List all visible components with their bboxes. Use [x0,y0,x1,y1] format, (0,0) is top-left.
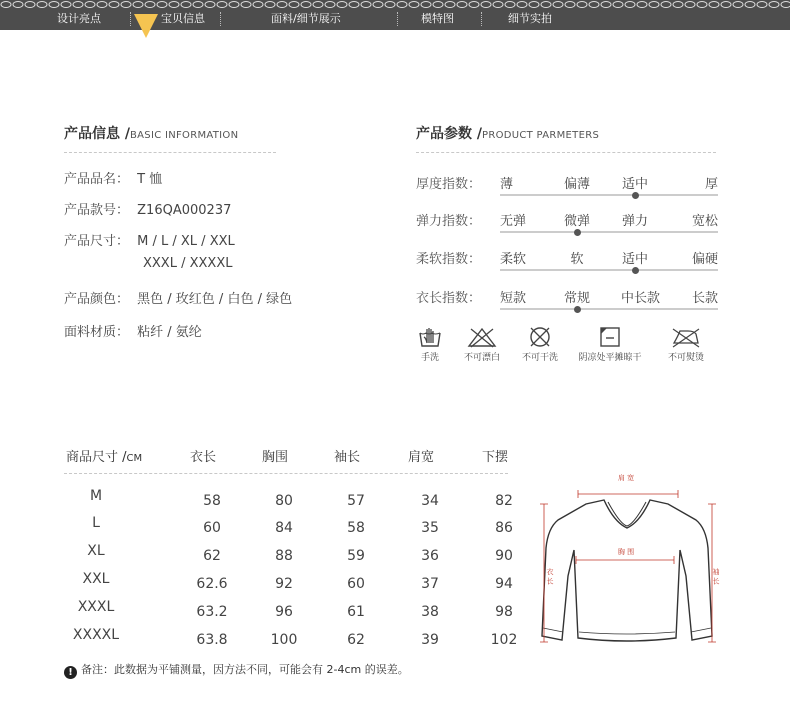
care-flat-dry-shade [570,326,650,363]
parameter-option: 常规 [563,291,590,306]
size-column-header: 袖长 [334,450,361,465]
nav-separator [220,12,221,26]
info-row-sku [64,199,231,218]
info-value: 黑色 / 玫红色 / 白色 / 绿色 [137,292,293,307]
care-no-bleach [452,326,512,363]
size-label: XXL [82,571,110,587]
info-value-sizes-line2: XXXL / XXXXL [143,256,233,271]
basic-info-heading: 产品信息 / [64,126,130,142]
size-column-header: 下摆 [482,450,509,465]
info-label: 产品颜色： [64,292,130,307]
care-label: 手洗 [420,353,439,363]
size-label: XXXL [77,599,115,615]
chest-label: 胸 围 [617,548,635,556]
size-value: 63.2 [196,604,228,620]
divider [64,473,508,474]
parameter-track [500,269,718,271]
care-label: 不可熨烫 [667,353,704,363]
parameter-option: 宽松 [691,214,718,229]
nav-item-model[interactable]: 模特图 [421,12,454,25]
size-value: 90 [495,548,513,564]
active-nav-arrow [134,14,158,38]
parameter-track [500,231,718,233]
basic-info-subtitle: BASIC INFORMATION [130,130,239,141]
size-header-label: 商品尺寸 / [66,450,127,465]
no-iron-icon [670,326,702,348]
care-hand-wash [400,326,460,363]
size-value: 38 [421,604,439,620]
parameter-option: 厚 [704,177,718,192]
size-value: 88 [275,548,293,564]
size-value: 92 [275,576,293,592]
size-value: 60 [347,576,365,592]
warning-icon: ! [64,666,77,679]
size-value: 34 [421,493,439,509]
size-value: 80 [275,493,293,509]
divider [416,152,716,153]
parameter-indicator [632,267,639,274]
nav-item-design[interactable]: 设计亮点 [57,12,101,25]
size-value: 63.8 [196,632,228,648]
parameter-option: 短款 [500,291,527,306]
parameter-option: 无弹 [500,214,527,229]
info-value: 粘纤 / 氨纶 [137,325,202,340]
parameter-label: 弹力指数： [416,214,482,229]
hand-wash-icon [418,326,442,348]
nav-item-product-info[interactable]: 宝贝信息 [161,12,205,25]
info-value: Z16QA000237 [137,203,232,218]
nav-separator [130,12,131,26]
size-value: 59 [347,548,365,564]
size-value: 86 [495,520,513,536]
size-value: 58 [203,493,221,509]
size-value: 62 [203,548,221,564]
parameter-track [500,194,718,196]
parameter-indicator [574,229,581,236]
care-no-dry-clean [510,326,570,363]
size-value: 61 [347,604,365,620]
nav-item-fabric-details[interactable]: 面料/细节展示 [271,12,341,25]
size-value: 62 [347,632,365,648]
size-column-header: 衣长 [190,450,217,465]
size-column-header: 胸围 [262,450,289,465]
parameter-option: 适中 [621,252,648,267]
size-value: 57 [347,493,365,509]
info-label: 产品尺寸： [64,234,130,249]
size-value: 102 [490,632,518,648]
divider [64,152,276,153]
parameters-title [416,123,599,143]
size-column-header: 肩宽 [408,450,435,465]
parameters-subtitle: PRODUCT PARMETERS [482,130,600,141]
care-label: 不可漂白 [463,353,500,363]
size-table-header [66,446,142,465]
size-value: 37 [421,576,439,592]
info-label: 面料材质： [64,325,130,340]
size-value: 58 [347,520,365,536]
size-label: M [89,488,103,504]
info-row-colors [64,288,292,307]
nav-item-detail-photos[interactable]: 细节实拍 [508,12,552,25]
top-nav-bar [0,0,790,30]
parameters-heading: 产品参数 / [416,126,482,142]
parameter-indicator [574,306,581,313]
parameter-label: 衣长指数： [416,291,482,306]
parameter-indicator [632,192,639,199]
care-label: 阴凉处平摊晾干 [578,353,642,363]
care-label: 不可干洗 [521,353,558,363]
parameter-option: 微弹 [563,214,590,229]
parameter-option: 长款 [691,291,718,306]
parameter-option: 薄 [500,177,514,192]
size-value: 36 [421,548,439,564]
chain-decoration [0,0,790,9]
parameter-option: 软 [570,252,584,267]
size-value: 94 [495,576,513,592]
shoulder-width-label: 肩 宽 [617,474,635,482]
parameter-label: 厚度指数： [416,177,482,192]
nav-separator [481,12,482,26]
size-value: 60 [203,520,221,536]
info-value: T 恤 [137,172,163,187]
measurement-note [64,661,409,679]
basic-info-title [64,123,238,143]
size-value: 98 [495,604,513,620]
parameter-option: 柔软 [500,252,527,267]
parameter-option: 偏薄 [563,177,590,192]
nav-separator [397,12,398,26]
size-header-unit: CM [126,453,143,464]
size-label: XXXXL [72,627,120,643]
parameter-option: 中长款 [621,291,661,306]
size-value: 39 [421,632,439,648]
info-row-name [64,168,162,187]
tshirt-diagram [536,468,726,654]
parameter-track [500,308,718,310]
info-row-material [64,321,202,340]
size-label: L [92,515,100,531]
size-value: 96 [275,604,293,620]
body-length-label: 衣 长 [546,568,554,585]
info-value: M / L / XL / XXL [137,234,235,249]
parameter-option: 弹力 [621,214,648,229]
parameter-option: 偏硬 [691,252,718,267]
info-label: 产品品名： [64,172,130,187]
sleeve-length-label: 袖 长 [712,568,720,585]
size-value: 62.6 [196,576,228,592]
no-bleach-icon [467,326,497,348]
note-text: 备注：此数据为平铺测量，因方法不同，可能会有 2-4cm 的误差。 [81,663,409,676]
size-value: 82 [495,493,513,509]
size-value: 84 [275,520,293,536]
flat-dry-shade-icon [598,326,622,348]
size-value: 35 [421,520,439,536]
size-label: XL [87,543,105,559]
care-no-iron [656,326,716,363]
info-row-sizes [64,230,235,249]
parameter-label: 柔软指数： [416,252,482,267]
parameter-option: 适中 [621,177,648,192]
size-value: 100 [270,632,298,648]
info-label: 产品款号： [64,203,130,218]
no-dry-clean-icon [528,326,552,348]
